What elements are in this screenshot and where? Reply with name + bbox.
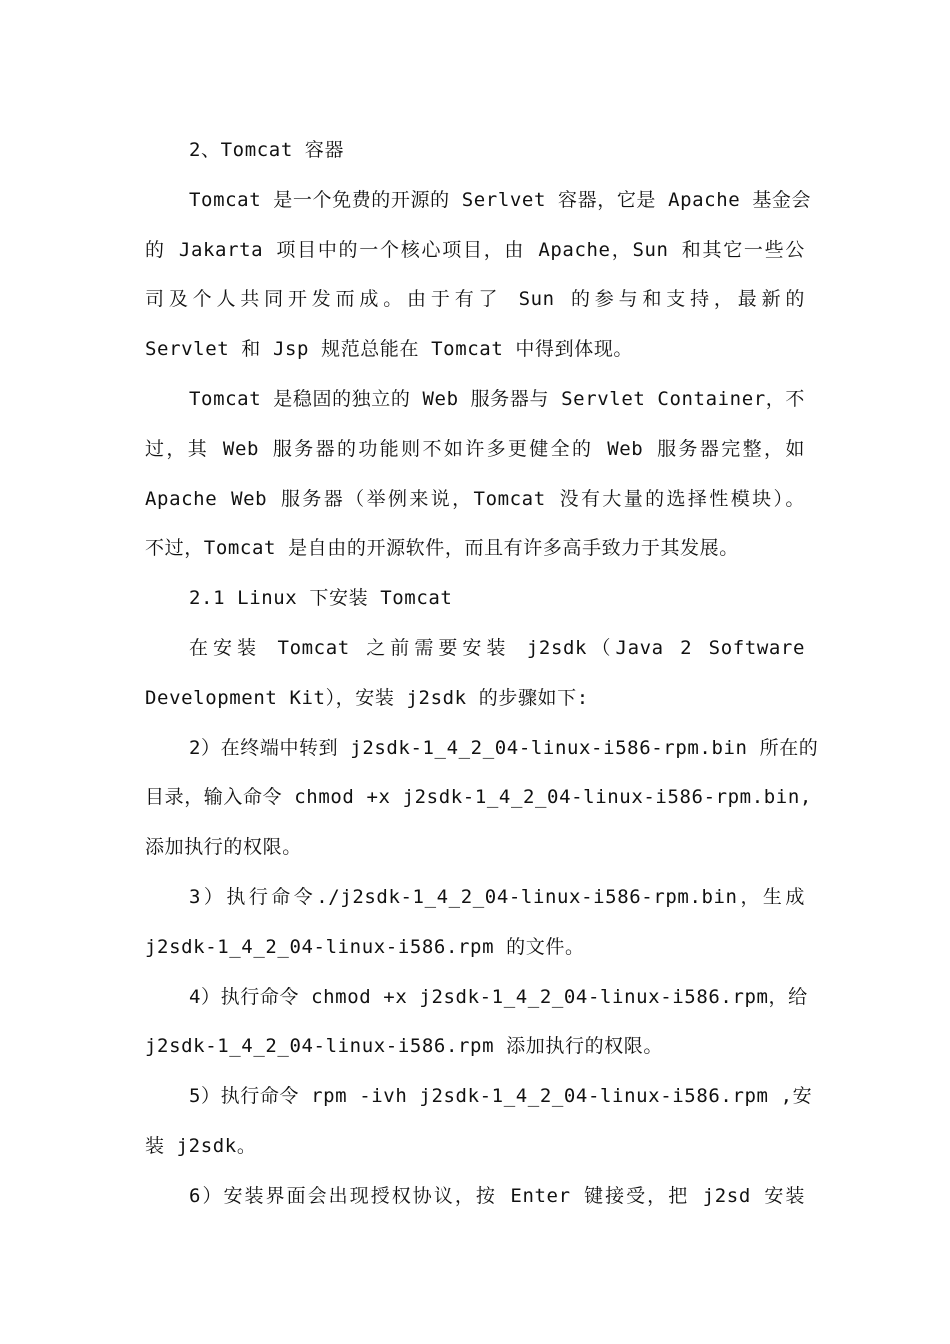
prereq-line-2: Development Kit），安装 j2sdk 的步骤如下:	[145, 686, 589, 709]
intro-line-4: Servlet 和 Jsp 规范总能在 Tomcat 中得到体现。	[145, 338, 634, 361]
section-heading: 2、Tomcat 容器	[189, 139, 345, 161]
intro-line-2: 的 Jakarta 项目中的一个核心项目，由 Apache，Sun 和其它一些公	[145, 238, 805, 261]
server-line-4: 不过，Tomcat 是自由的开源软件，而且有许多高手致力于其发展。	[145, 537, 739, 560]
step-3-line-1: 3）执行命令./j2sdk-1_4_2_04-linux-i586-rpm.bin，生成	[189, 885, 805, 908]
server-line-2: 过，其 Web 服务器的功能则不如许多更健全的 Web 服务器完整，如	[145, 437, 805, 460]
step-2-line-2: 目录，输入命令 chmod +x j2sdk-1_4_2_04-linux-i586-rpm.bin,	[145, 786, 812, 809]
step-6-paragraph	[145, 1172, 805, 1222]
step-4-paragraph	[145, 973, 808, 1073]
step-3-line-2: j2sdk-1_4_2_04-linux-i586.rpm 的文件。	[145, 935, 585, 958]
step-2-line-3: 添加执行的权限。	[145, 836, 302, 859]
step-4-line-2: j2sdk-1_4_2_04-linux-i586.rpm 添加执行的权限。	[145, 1035, 663, 1058]
step-2-line-1: 2）在终端中转到 j2sdk-1_4_2_04-linux-i586-rpm.bin 所在的	[189, 736, 819, 759]
step-5-line-2: 装 j2sdk。	[145, 1134, 257, 1157]
section-heading-paragraph	[145, 126, 805, 176]
prereq-line-1: 在安装 Tomcat 之前需要安装 j2sdk（Java 2 Software	[189, 636, 805, 659]
intro-line-1: Tomcat 是一个免费的开源的 Serlvet 容器，它是 Apache 基金会	[189, 188, 812, 211]
step-4-line-1: 4）执行命令 chmod +x j2sdk-1_4_2_04-linux-i586.rpm，给	[189, 985, 808, 1008]
step-2-paragraph	[145, 724, 819, 873]
server-paragraph	[145, 375, 805, 574]
document-body	[145, 126, 819, 1222]
intro-paragraph	[145, 176, 812, 375]
step-5-line-1: 5）执行命令 rpm -ivh j2sdk-1_4_2_04-linux-i586.rpm ,安	[189, 1085, 813, 1108]
server-line-3: Apache Web 服务器（举例来说，Tomcat 没有大量的选择性模块）。	[145, 487, 805, 510]
subsection-heading-paragraph	[145, 574, 805, 624]
server-line-1: Tomcat 是稳固的独立的 Web 服务器与 Servlet Container，不	[189, 387, 805, 410]
intro-line-3: 司及个人共同开发而成。由于有了 Sun 的参与和支持，最新的	[145, 288, 805, 311]
step-3-paragraph	[145, 873, 805, 973]
subsection-heading: 2.1 Linux 下安装 Tomcat	[189, 587, 453, 610]
step-5-paragraph	[145, 1072, 813, 1172]
prereq-paragraph	[145, 624, 805, 724]
step-6-line-1: 6）安装界面会出现授权协议，按 Enter 键接受，把 j2sd 安装	[189, 1184, 805, 1207]
